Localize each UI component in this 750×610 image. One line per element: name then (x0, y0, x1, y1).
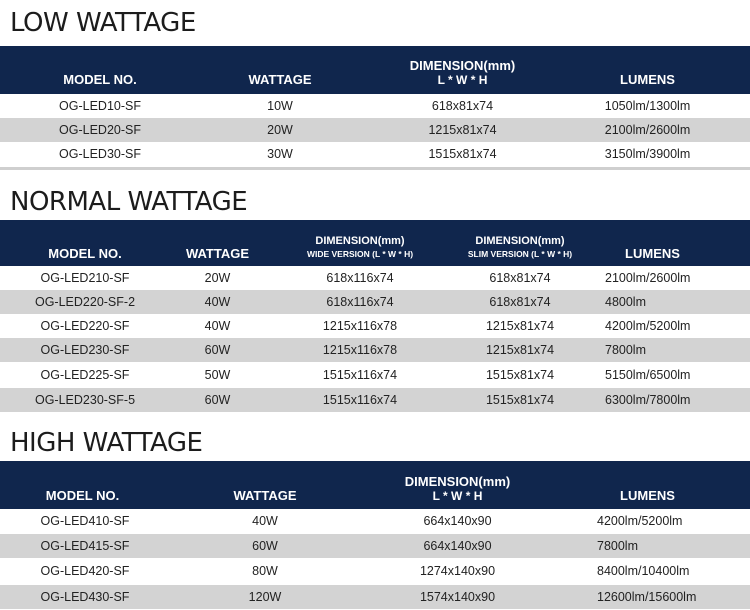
cell-wattage: 10W (267, 99, 293, 113)
cell-model: OG-LED225-SF (40, 368, 130, 382)
cell-model: OG-LED410-SF (40, 514, 130, 528)
low-wattage-title: LOW WATTAGE (10, 8, 196, 38)
header-wattage: WATTAGE (248, 72, 312, 87)
cell-model: OG-LED30-SF (59, 147, 141, 161)
cell-dimension-wide: 1515x116x74 (322, 393, 398, 407)
cell-dimension: 618x81x74 (431, 99, 494, 113)
cell-wattage: 20W (267, 123, 293, 137)
cell-model: OG-LED230-SF-5 (34, 393, 136, 407)
cell-wattage: 60W (252, 539, 278, 553)
cell-model: OG-LED415-SF (40, 539, 130, 553)
header-lumens: LUMENS (620, 488, 675, 503)
cell-model: OG-LED430-SF (40, 590, 130, 604)
header-dimension-wide: DIMENSION(mm) (315, 235, 405, 247)
table-row (0, 509, 750, 533)
header-model: MODEL NO. (48, 246, 122, 261)
cell-dimension-wide: 618x116x74 (326, 295, 394, 309)
cell-model: OG-LED220-SF (40, 319, 130, 333)
cell-dimension-wide: 1215x116x78 (322, 343, 398, 357)
cell-dimension-slim: 1215x81x74 (485, 343, 555, 357)
normal-wattage-title: NORMAL WATTAGE (10, 187, 248, 217)
cell-dimension: 1215x81x74 (428, 123, 497, 137)
cell-dimension-slim: 1515x81x74 (485, 368, 555, 382)
cell-wattage: 60W (204, 343, 231, 357)
header-lumens: LUMENS (620, 72, 675, 87)
table-row (0, 585, 750, 609)
cell-lumens: 5150lm/6500lm (605, 368, 691, 382)
cell-dimension-slim: 618x81x74 (489, 295, 551, 309)
table-row (0, 338, 750, 362)
cell-model: OG-LED420-SF (40, 564, 130, 578)
cell-dimension: 664x140x90 (423, 514, 492, 528)
cell-wattage: 40W (204, 319, 231, 333)
cell-model: OG-LED10-SF (59, 99, 141, 113)
cell-lumens: 4800lm (605, 295, 646, 309)
cell-wattage: 20W (204, 271, 231, 285)
header-wattage: WATTAGE (185, 246, 250, 261)
table-row (0, 314, 750, 338)
cell-model: OG-LED230-SF (40, 343, 130, 357)
cell-wattage: 120W (248, 590, 282, 604)
table-row (0, 266, 750, 290)
cell-wattage: 40W (204, 295, 231, 309)
cell-wattage: 60W (204, 393, 231, 407)
cell-lumens: 6300lm/7800lm (605, 393, 691, 407)
cell-dimension-wide: 618x116x74 (326, 271, 394, 285)
cell-model: OG-LED220-SF-2 (34, 295, 136, 309)
cell-wattage: 80W (252, 564, 278, 578)
table-row (0, 142, 750, 166)
cell-lumens: 12600lm/15600lm (597, 590, 697, 604)
table-row (0, 94, 750, 118)
header-dimension: DIMENSION(mm) (404, 474, 511, 489)
header-dimension-sub: L * W * H (432, 489, 483, 503)
cell-dimension: 1274x140x90 (419, 564, 496, 578)
cell-lumens: 8400lm/10400lm (597, 564, 690, 578)
cell-lumens: 4200lm/5200lm (605, 319, 691, 333)
cell-dimension-slim: 618x81x74 (489, 271, 551, 285)
cell-dimension-wide: 1515x116x74 (322, 368, 398, 382)
header-model: MODEL NO. (63, 72, 137, 87)
low-table-header (0, 46, 750, 94)
cell-lumens: 3150lm/3900lm (604, 147, 691, 161)
high-wattage-title: HIGH WATTAGE (10, 428, 203, 458)
cell-wattage: 30W (267, 147, 293, 161)
section-divider (0, 167, 750, 170)
header-lumens: LUMENS (625, 246, 680, 261)
cell-model: OG-LED20-SF (59, 123, 141, 137)
cell-lumens: 7800lm (605, 343, 646, 357)
high-table-header (0, 461, 750, 509)
header-dimension-wide-sub: WIDE VERSION (L * W * H) (306, 249, 414, 259)
cell-dimension: 1574x140x90 (419, 590, 496, 604)
cell-lumens: 7800lm (597, 539, 638, 553)
cell-dimension: 664x140x90 (423, 539, 492, 553)
cell-lumens: 2100lm/2600lm (604, 123, 691, 137)
table-row (0, 290, 750, 314)
normal-table-header (0, 220, 750, 266)
table-row (0, 388, 750, 412)
header-wattage: WATTAGE (233, 488, 297, 503)
table-row (0, 534, 750, 558)
cell-dimension-slim: 1215x81x74 (485, 319, 555, 333)
header-model: MODEL NO. (45, 488, 120, 503)
cell-model: OG-LED210-SF (40, 271, 130, 285)
cell-dimension: 1515x81x74 (428, 147, 497, 161)
cell-lumens: 1050lm/1300lm (604, 99, 691, 113)
table-row (0, 559, 750, 583)
cell-lumens: 4200lm/5200lm (597, 514, 683, 528)
cell-wattage: 50W (204, 368, 231, 382)
cell-dimension-wide: 1215x116x78 (322, 319, 398, 333)
header-dimension-slim: DIMENSION(mm) (475, 235, 565, 247)
header-dimension: DIMENSION(mm) (409, 58, 516, 73)
cell-wattage: 40W (252, 514, 278, 528)
cell-dimension-slim: 1515x81x74 (485, 393, 555, 407)
header-dimension-sub: L * W * H (437, 73, 488, 87)
table-row (0, 118, 750, 142)
table-row (0, 363, 750, 387)
cell-lumens: 2100lm/2600lm (605, 271, 691, 285)
header-dimension-slim-sub: SLIM VERSION (L * W * H) (467, 249, 573, 259)
